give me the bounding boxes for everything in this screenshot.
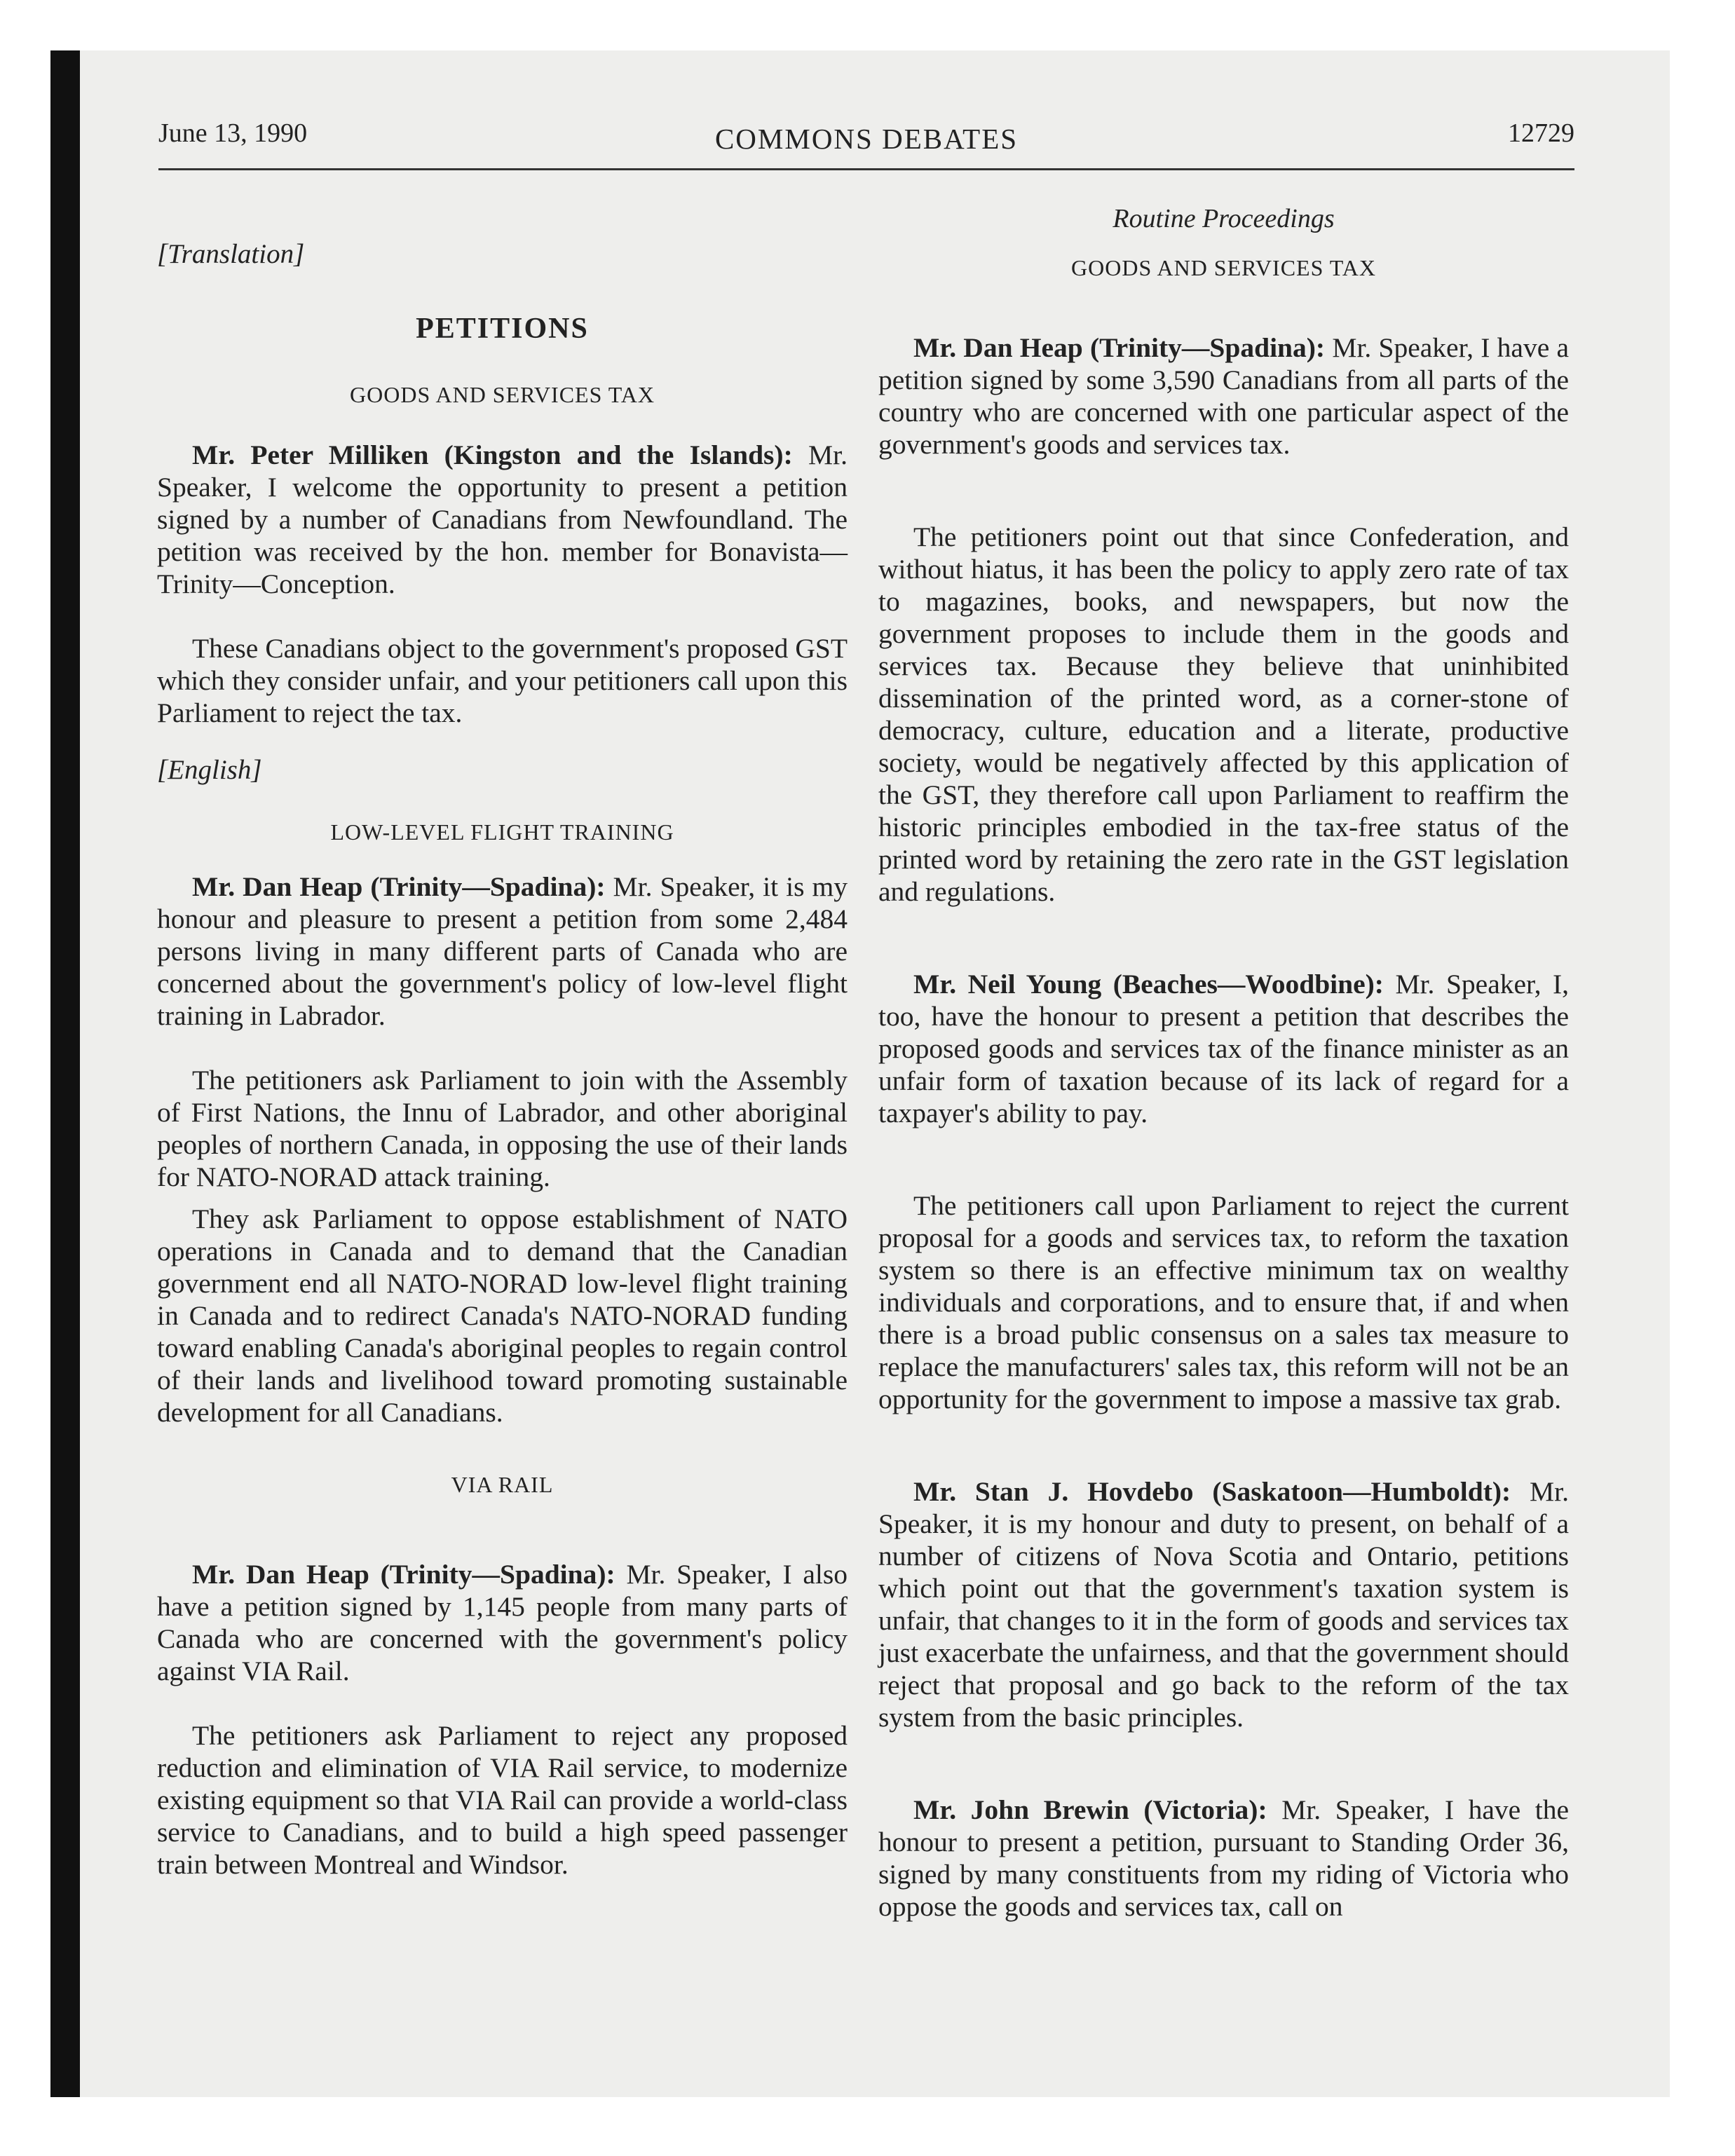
- routine-proceedings-label: Routine Proceedings: [1113, 204, 1335, 233]
- speaker-heap: Mr. Dan Heap (Trinity—Spadina):: [192, 871, 606, 902]
- paragraph-heap-via: Mr. Dan Heap (Trinity—Spadina): Mr. Speaker, I also have a petition signed by 1,145 people from many parts of Canada who are concerned with the government's policy against VIA Rail.: [157, 1559, 848, 1686]
- paragraph-brewin: Mr. John Brewin (Victoria): Mr. Speaker, I have the honour to present a petition, pursuant to Standing Order 36, signed by many constituents from my riding of Victoria who oppose the goods and services tax, call on: [878, 1794, 1569, 1922]
- paragraph-gst-objection: These Canadians object to the government's proposed GST which they consider unfair, and your petitioners call upon this Parliament to reject the tax.: [157, 633, 848, 728]
- paragraph-via-petitioners: The petitioners ask Parliament to reject any proposed reduction and elimination of VIA Rail service, to modernize existing equipment so that VIA Rail can provide a world-class service to Canadians, and to build a high speed passenger train between Montreal and Windsor.: [157, 1720, 848, 1880]
- paragraph-heap-gst: Mr. Dan Heap (Trinity—Spadina): Mr. Speaker, I have a petition signed by some 3,590 Canadians from all parts of the country who are concerned with one particular aspect of the government's goods and services tax.: [878, 332, 1570, 460]
- section-title-petitions: PETITIONS: [416, 313, 589, 345]
- english-note: [English]: [157, 755, 262, 785]
- translation-note: [Translation]: [157, 239, 305, 269]
- header-title: COMMONS DEBATES: [714, 123, 1019, 155]
- speaker-heap: Mr. Dan Heap (Trinity—Spadina):: [192, 1559, 615, 1590]
- header-page-number: 12729: [1508, 118, 1574, 148]
- heading-low-level-flight: LOW-LEVEL FLIGHT TRAINING: [330, 819, 674, 845]
- heading-via-rail: VIA RAIL: [451, 1472, 554, 1497]
- header-date: June 13, 1990: [158, 118, 308, 148]
- paragraph-young: Mr. Neil Young (Beaches—Woodbine): Mr. Speaker, I, too, have the honour to present a petition that describes the proposed goods and services tax of the finance minister as an unfair form of taxation because of its lack of regard for a taxpayer's ability to pay.: [878, 969, 1569, 1128]
- heading-goods-services-tax: GOODS AND SERVICES TAX: [1071, 255, 1376, 280]
- speaker-brewin: Mr. John Brewin (Victoria):: [913, 1794, 1267, 1825]
- speaker-milliken: Mr. Peter Milliken (Kingston and the Islands):: [192, 439, 793, 470]
- heading-goods-services-tax: GOODS AND SERVICES TAX: [350, 382, 655, 407]
- paragraph-nato: They ask Parliament to oppose establishment of NATO operations in Canada and to demand that the Canadian government end all NATO-NORAD low-level flight training in Canada and to redirect Canada's NATO-NORAD funding toward enabling Canada's aboriginal peoples to regain control of their lands and livelihood toward promoting sustainable development for all Canadians.: [157, 1203, 848, 1428]
- paragraph-reform: The petitioners call upon Parliament to reject the current proposal for a goods and services tax, to reform the taxation system so there is an effective minimum tax on wealthy individuals and corporations, and to ensure that, if and when there is a broad public consensus on a sales tax measure to replace the manufacturers' sales tax, this reform will not be an opportunity for the government to impose a massive tax grab.: [878, 1190, 1569, 1414]
- page-header: [158, 118, 1574, 170]
- scan-border: [50, 50, 80, 2097]
- speaker-heap: Mr. Dan Heap (Trinity—Spadina):: [913, 332, 1326, 363]
- speaker-young: Mr. Neil Young (Beaches—Woodbine):: [913, 969, 1384, 999]
- paragraph-milliken: Mr. Peter Milliken (Kingston and the Islands): Mr. Speaker, I welcome the opportunity to present a petition signed by a number of Canadians from Newfoundland. The petition was received by the hon. member for Bonavista—Trinity—Conception.: [157, 439, 848, 599]
- paragraph-assembly: The petitioners ask Parliament to join with the Assembly of First Nations, the Innu of Labrador, and other aboriginal peoples of northern Canada, in opposing the use of their lands for NATO-NORAD attack training.: [157, 1065, 848, 1192]
- left-column: [157, 203, 848, 1881]
- right-column: [878, 203, 1569, 1923]
- paragraph-hovdebo: Mr. Stan J. Hovdebo (Saskatoon—Humboldt): Mr. Speaker, it is my honour and duty to present, on behalf of a number of citizens of Nova Scotia and Ontario, petitions which point out that the government's taxation system is unfair, that changes to it in the form of goods and services tax just exacerbate the unfairness, and that the government should reject that proposal and go back to the reform of the tax system from the basic principles.: [878, 1476, 1569, 1733]
- paragraph-heap-flight: Mr. Dan Heap (Trinity—Spadina): Mr. Speaker, it is my honour and pleasure to present a petition from some 2,484 persons living in many different parts of Canada who are concerned about the government's policy of low-level flight training in Labrador.: [157, 871, 848, 1031]
- paragraph-confederation: The petitioners point out that since Confederation, and without hiatus, it has been the policy to apply zero rate of tax to magazines, books, and newspapers, but now the government proposes to include them in the goods and services tax. Because they believe that uninhibited dissemination of the printed word, as a corner-stone of democracy, culture, education and a literate, productive society, would be negatively affected by this application of the GST, they therefore call upon Parliament to reaffirm the historic principles embodied in the tax-free status of the printed word by retaining the zero rate in the GST legislation and regulations.: [878, 521, 1569, 907]
- speaker-hovdebo: Mr. Stan J. Hovdebo (Saskatoon—Humboldt):: [913, 1476, 1511, 1507]
